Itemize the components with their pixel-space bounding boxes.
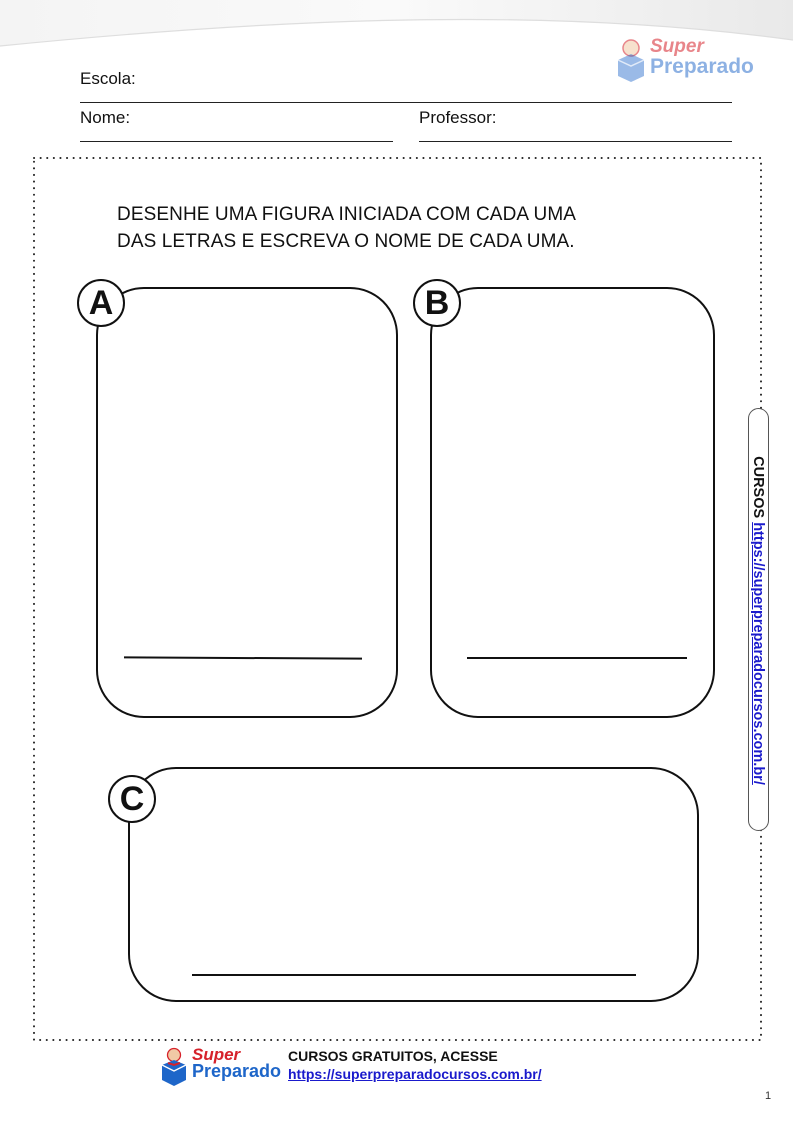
footer-mascot-icon [158,1047,190,1087]
letter-circle-c [108,775,156,823]
escola-label: Escola: [80,69,136,88]
nome-label: Nome: [80,108,131,127]
footer-logo-super: Super [192,1045,241,1064]
instruction-line-1: DESENHE UMA FIGURA INICIADA COM CADA UMA [117,204,577,225]
letter-b: B [424,283,450,322]
letter-circle-b [413,279,461,327]
side-tab-link[interactable]: https://superpreparadocursos.com.br/ [750,522,767,785]
letter-circle-a [77,279,125,327]
letter-a: A [88,283,114,322]
side-courses-tab[interactable] [748,408,769,831]
answer-line-c[interactable] [192,974,636,976]
page-number: 1 [765,1090,772,1102]
instruction-line-2: DAS LETRAS E ESCREVA O NOME DE CADA UMA. [117,231,575,252]
side-tab-label: CURSOS [750,456,767,519]
drawing-box-a[interactable] [96,287,398,718]
side-tab-text [748,409,769,832]
professor-label: Professor: [419,108,497,127]
drawing-box-c[interactable] [128,767,699,1002]
footer-link[interactable]: https://superpreparadocursos.com.br/ [288,1066,542,1082]
logo-super-text: Super [650,36,704,57]
footer-logo-preparado: Preparado [192,1061,282,1081]
logo-preparado-text: Preparado [650,55,754,78]
drawing-box-b[interactable] [430,287,715,718]
instruction-text [117,201,576,255]
footer-logo [158,1045,282,1089]
answer-line-b[interactable] [467,657,687,659]
footer-title: CURSOS GRATUITOS, ACESSE [288,1048,498,1064]
letter-c: C [119,779,145,818]
